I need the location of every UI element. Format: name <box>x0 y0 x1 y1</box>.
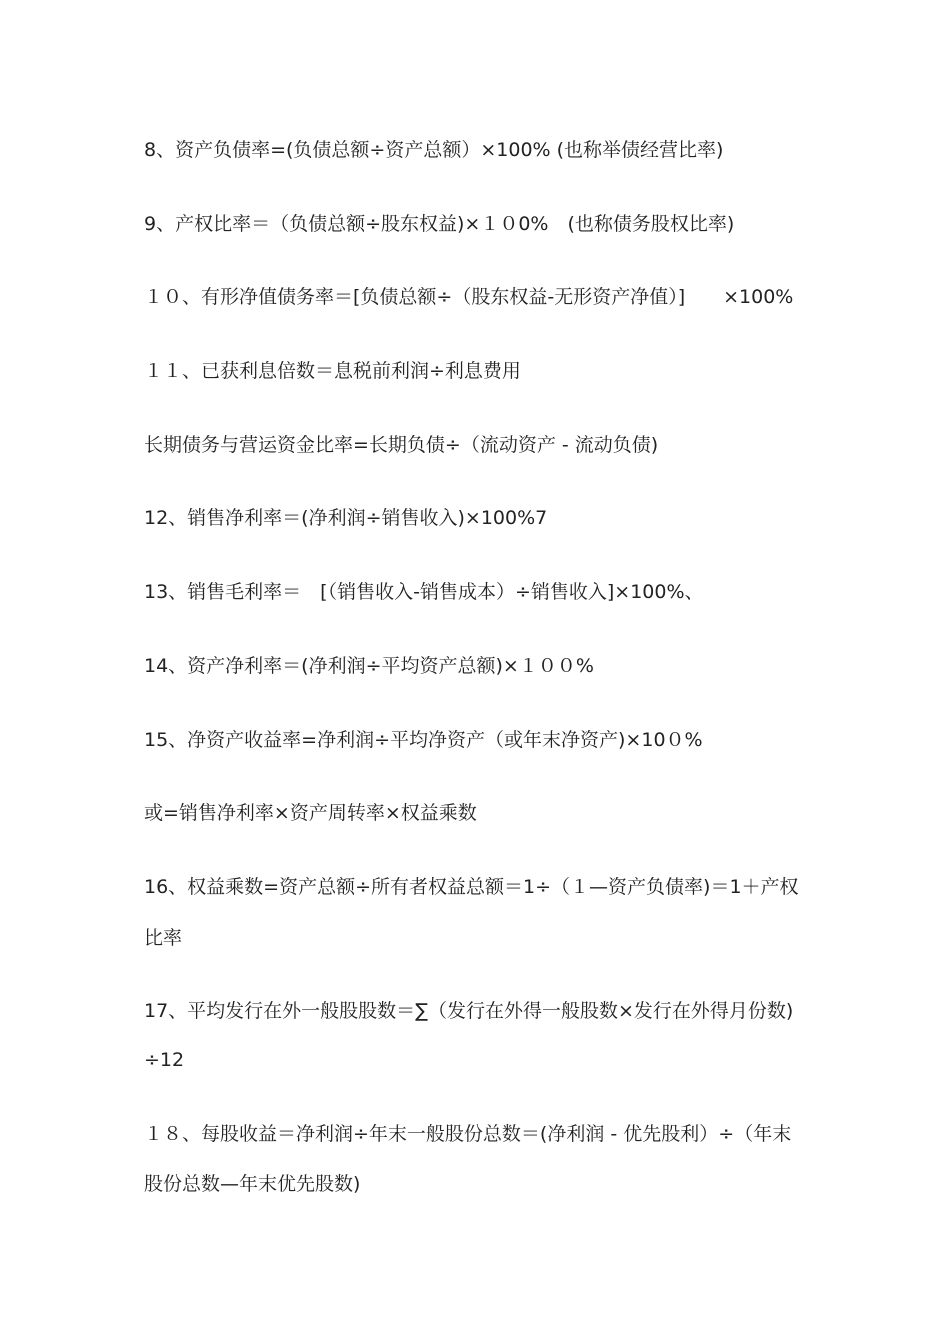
formula-line-17: 17、平均发行在外一般股股数＝∑（发行在外得一般股数×发行在外得月份数) <box>144 1000 794 1022</box>
formula-line-11: １１、已获利息倍数＝息税前利润÷利息费用 <box>144 360 521 382</box>
formula-line-15-alt: 或=销售净利率×资产周转率×权益乘数 <box>144 802 477 824</box>
formula-line-14: 14、资产净利率＝(净利润÷平均资产总额)×１００% <box>144 655 594 677</box>
formula-line-10: １０、有形净值债务率＝[负债总额÷（股东权益-无形资产净值）] ×100% <box>144 286 794 308</box>
formula-line-18-cont: 股份总数—年末优先股数) <box>144 1173 361 1195</box>
formula-line-17-cont: ÷12 <box>144 1049 185 1071</box>
formula-line-8: 8、资产负债率=(负债总额÷资产总额）×100% (也称举债经营比率) <box>144 139 724 161</box>
formula-line-16-cont: 比率 <box>144 927 183 949</box>
formula-line-18: １８、每股收益＝净利润÷年末一般股份总数＝(净利润 - 优先股利）÷（年末 <box>144 1123 792 1145</box>
formula-line-9: 9、产权比率＝（负债总额÷股东权益)×１０0% (也称债务股权比率) <box>144 213 735 235</box>
formula-line-12: 12、销售净利率＝(净利润÷销售收入)×100%7 <box>144 507 548 529</box>
formula-line-13: 13、销售毛利率＝ [（销售收入-销售成本）÷销售收入]×100%、 <box>144 581 704 603</box>
formula-line-long-term-debt: 长期债务与营运资金比率=长期负债÷（流动资产 - 流动负债) <box>144 434 659 456</box>
formula-line-15: 15、净资产收益率=净利润÷平均净资产（或年末净资产)×10０% <box>144 729 703 751</box>
formula-line-16: 16、权益乘数=资产总额÷所有者权益总额＝1÷（１—资产负债率)＝1＋产权 <box>144 876 799 898</box>
